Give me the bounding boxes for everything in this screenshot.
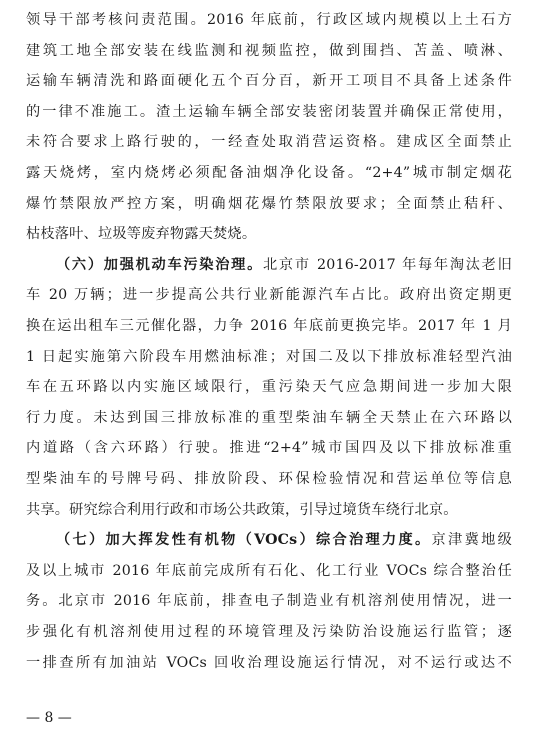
- text-line: [26, 434, 512, 462]
- line-text: 露天烧烤，室内烧烤必须配备油烟净化设备。“2+4”城市制定烟花: [26, 165, 512, 181]
- text-line: [26, 281, 512, 309]
- section-heading: （七）加大挥发性有机物（VOCs）综合治理力度。: [56, 532, 432, 549]
- line-text: 运输车辆清洗和路面硬化五个百分百，新开工项目不具备上述条件: [26, 73, 512, 90]
- text-line: [26, 312, 512, 340]
- line-text: 1 日起实施第六阶段车用燃油标准；对国二及以下排放标准轻型汽油: [26, 348, 512, 365]
- line-text: 务。北京市 2016 年底前，排查电子制造业有机溶剂使用情况，进一: [26, 593, 512, 610]
- text-line: [26, 496, 512, 524]
- line-text: 未符合要求上路行驶的，一经查处取消营运资格。建成区全面禁止: [26, 134, 512, 151]
- line-text: 步强化有机溶剂使用过程的环境管理及污染防治设施运行监管；逐: [26, 624, 512, 640]
- line-text: 建筑工地全部安装在线监测和视频监控，做到围挡、苫盖、喷淋、: [26, 42, 512, 59]
- line-text: 行力度。未达到国三排放标准的重型柴油车辆全天禁止在六环路以: [26, 409, 512, 426]
- text-line: [26, 6, 512, 34]
- line-text: 内道路（含六环路）行驶。推进“2+4”城市国四及以下排放标准重: [26, 440, 512, 457]
- line-text: 车在五环路以内实施区域限行，重污染天气应急期间进一步加大限: [26, 379, 512, 396]
- line-text: 爆竹禁限放严控方案，明确烟花爆竹禁限放要求；全面禁止秸秆、: [26, 195, 512, 212]
- line-text: 领导干部考核问责范围。2016 年底前，行政区域内规模以上土石方: [26, 12, 512, 28]
- text-line: [26, 220, 512, 248]
- text-line: [26, 557, 512, 585]
- text-line: [26, 465, 512, 493]
- text-line: [26, 587, 512, 615]
- line-text: 的一律不准施工。渣土运输车辆全部安装密闭装置并确保正常使用，: [26, 103, 512, 120]
- text-line: [26, 343, 512, 371]
- text-line: [56, 251, 512, 279]
- text-line: [26, 649, 512, 677]
- line-text: 一排查所有加油站 VOCs 回收治理设施运行情况，对不运行或达不: [26, 654, 512, 671]
- line-text: 及以上城市 2016 年底前完成所有石化、化工行业 VOCs 综合整治任: [26, 562, 512, 579]
- page-number: — 8 —: [26, 710, 72, 726]
- line-text: 共享。研究综合利用行政和市场公共政策，引导过境货车绕行北京。: [26, 501, 458, 518]
- text-line: [26, 373, 512, 401]
- line-text: 车 20 万辆；进一步提高公共行业新能源汽车占比。政府出资定期更: [26, 287, 512, 304]
- text-line: [26, 128, 512, 156]
- section-heading: （六）加强机动车污染治理。: [56, 256, 263, 273]
- line-text: 京津冀地级: [431, 532, 512, 549]
- line-text: 枯枝落叶、垃圾等废弃物露天焚烧。: [26, 226, 257, 243]
- line-text: 型柴油车的号牌号码、排放阶段、环保检验情况和营运单位等信息: [26, 471, 512, 487]
- text-line: [26, 37, 512, 65]
- text-line: [26, 98, 512, 126]
- line-text: 北京市 2016-2017 年每年淘汰老旧: [263, 256, 512, 273]
- line-text: 换在运出租车三元催化器，力争 2016 年底前更换完毕。2017 年 1 月: [26, 318, 512, 334]
- text-line: [26, 190, 512, 218]
- text-line: [26, 618, 512, 646]
- text-line: [26, 159, 512, 187]
- text-line: [26, 404, 512, 432]
- text-line: [56, 526, 512, 554]
- text-line: [26, 67, 512, 95]
